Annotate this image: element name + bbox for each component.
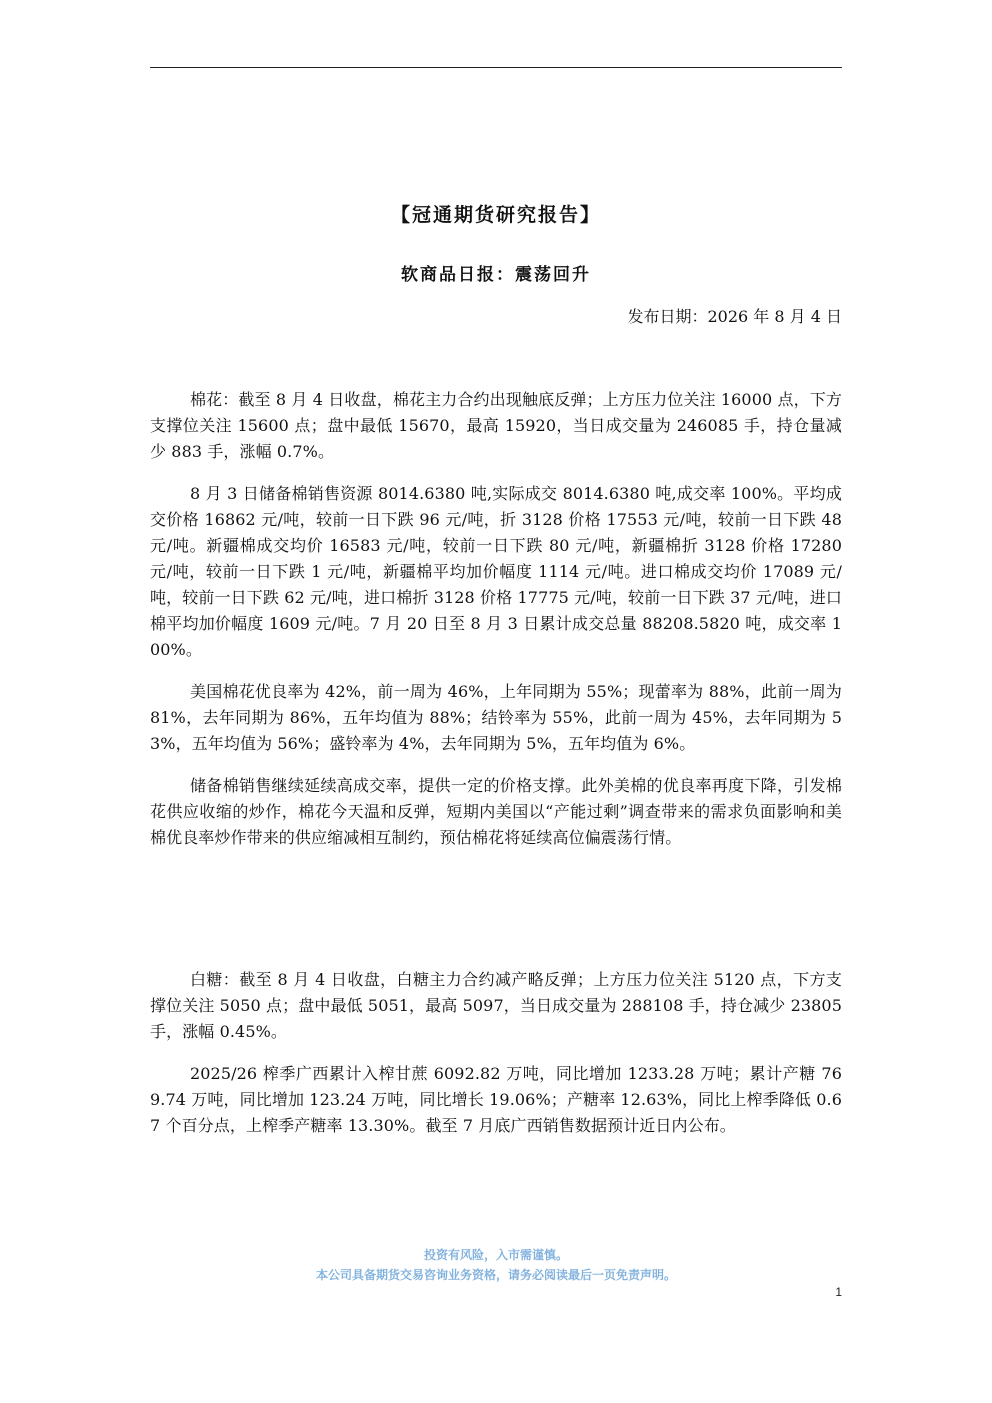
header-rule [150,67,842,68]
sugar-guangxi-production: 2025/26 榨季广西累计入榨甘蔗 6092.82 万吨，同比增加 1233.28 万吨；累计产糖 769.74 万吨，同比增加 123.24 万吨，同比增长 19.06%；产糖率 12.63%，同比上榨季降低 0.67 个百分点，上榨季产糖率 13.30%。截至 7 月底广西销售数据预计近日内公布。 [150,1064,842,1135]
disclaimer-notice: 本公司具备期货交易咨询业务资格，请务必阅读最后一页免责声明。 [315,1268,676,1282]
cotton-us-crop-condition: 美国棉花优良率为 42%，前一周为 46%，上年同期为 55%；现蕾率为 88%，此前一周为 81%，去年同期为 86%，五年均值为 88%；结铃率为 55%，此前一周为 45%，去年同期为 53%，五年均值为 56%；盛铃率为 4%，去年同期为 5%，五年均值为 6%。 [150,682,842,753]
sugar-market-summary: 白糖：截至 8 月 4 日收盘，白糖主力合约减产略反弹；上方压力位关注 5120 点，下方支撑位关注 5050 点；盘中最低 5051，最高 5097，当日成交量为 288108 手，持仓减少 23805 手，涨幅 0.45%。 [150,970,842,1041]
cotton-reserve-auction: 8 月 3 日储备棉销售资源 8014.6380 吨,实际成交 8014.6380 吨,成交率 100%。平均成交价格 16862 元/吨，较前一日下跌 96 元/吨，折 3128 价格 17553 元/吨，较前一日下跌 48 元/吨。新疆棉成交均价 16583 元/吨，较前一日下跌 80 元/吨，新疆棉折 3128 价格 17280 元/吨，较前一日下跌 1 元/吨，新疆棉平均加价幅度 1114 元/吨。进口棉成交均价 17089 元/吨，较前一日下跌 62 元/吨，进口棉折 3128 价格 17775 元/吨，较前一日下跌 37 元/吨，进口棉平均加价幅度 1609 元/吨。7 月 20 日至 8 月 3 日累计成交总量 88208.5820 吨，成交率 100%。 [150,484,842,659]
sugar-section [150,967,842,1155]
page-number: 1 [835,1285,842,1299]
cotton-outlook: 储备棉销售继续延续高成交率，提供一定的价格支撑。此外美棉的优良率再度下降，引发棉花供应收缩的炒作，棉花今天温和反弹，短期内美国以“产能过剩”调查带来的需求负面影响和美棉优良率炒作带来的供应缩减相互制约，预估棉花将延续高位偏震荡行情。 [150,776,842,847]
page-footer [150,1245,842,1285]
cotton-market-summary: 棉花：截至 8 月 4 日收盘，棉花主力合约出现触底反弹；上方压力位关注 16000 点，下方支撑位关注 15600 点；盘中最低 15670，最高 15920，当日成交量为 246085 手，持仓量减少 883 手，涨幅 0.7%。 [150,390,842,461]
publish-date: 发布日期：2026 年 8 月 4 日 [627,307,842,326]
risk-notice: 投资有风险，入市需谨慎。 [423,1248,568,1262]
report-title: 【冠通期货研究报告】 [390,204,601,226]
cotton-section [150,387,842,867]
report-subtitle: 软商品日报：震荡回升 [401,265,591,285]
